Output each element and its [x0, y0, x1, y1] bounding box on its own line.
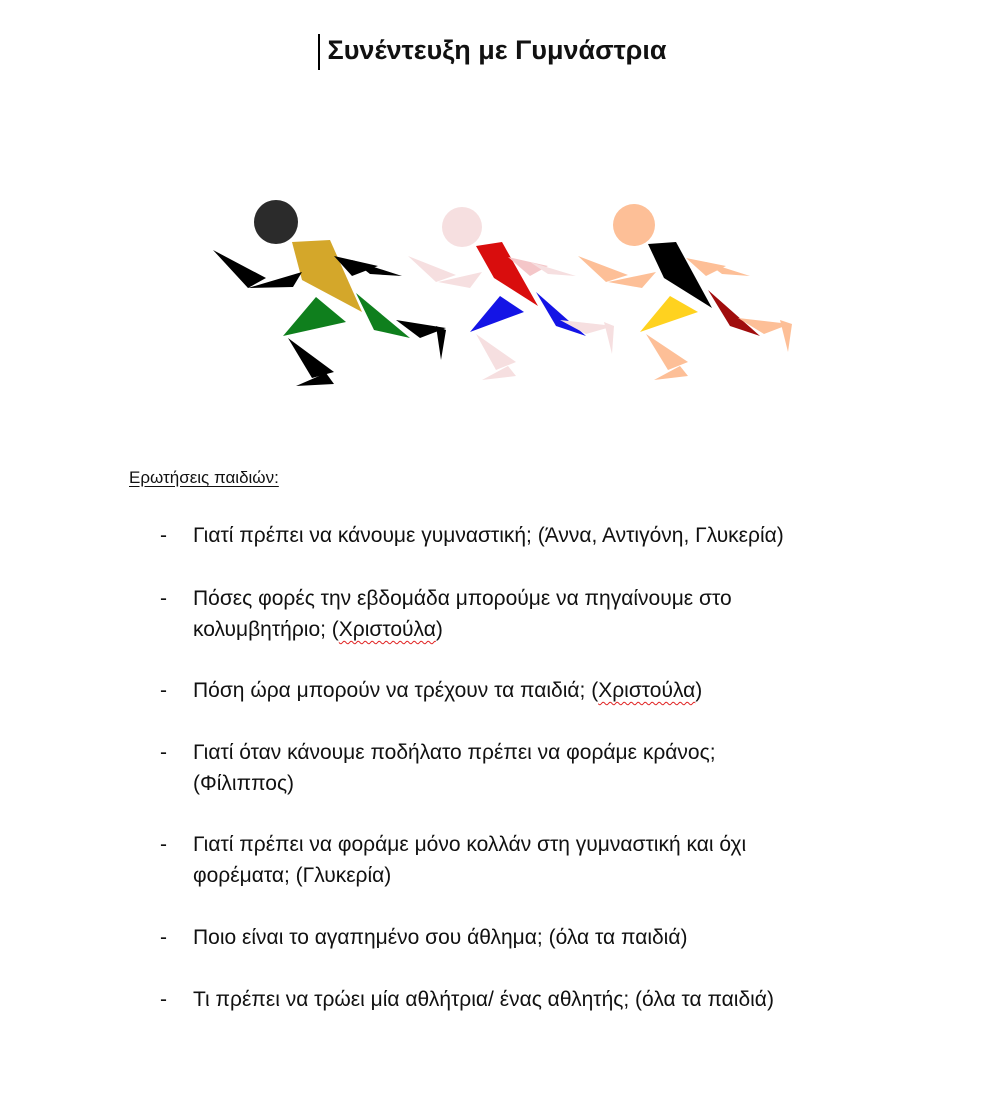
runner-2-back-arm [408, 256, 456, 282]
question-text [193, 675, 880, 706]
text-cursor [318, 34, 320, 70]
runner-3-back-arm [578, 256, 628, 282]
runner-3-back-leg [646, 334, 688, 370]
question-item [160, 829, 880, 891]
runner-1-shorts-front [356, 293, 410, 338]
bullet: - [160, 679, 167, 702]
question-item [160, 520, 880, 551]
question-text: Γιατί όταν κάνουμε ποδήλατο πρέπει να φοράμε κράνος; [193, 741, 716, 764]
runner-1-front-foot [436, 326, 446, 360]
bullet: - [160, 988, 167, 1011]
runner-3-head [613, 204, 655, 246]
spellcheck-flagged-word[interactable]: Χριστούλα [338, 618, 436, 641]
runner-1-shorts-back [283, 297, 346, 336]
question-text-continued: φορέματα; (Γλυκερία) [193, 864, 392, 887]
question-text: Γιατί πρέπει να κάνουμε γυμναστική; (Άννα, Αντιγόνη, Γλυκερία) [193, 524, 784, 547]
runner-2 [408, 207, 614, 380]
runner-1 [213, 200, 446, 386]
bullet: - [160, 587, 167, 610]
question-text-part: κολυμβητήριο; ( [193, 618, 339, 641]
question-text: Τι πρέπει να τρώει μία αθλήτρια/ ένας αθλητής; (όλα τα παιδιά) [193, 988, 774, 1011]
runner-2-front-foot [604, 322, 614, 354]
question-text: Ποιο είναι το αγαπημένο σου άθλημα; (όλα τα παιδιά) [193, 926, 688, 949]
three-running-figures-illustration [200, 190, 820, 400]
question-text: Γιατί πρέπει να φοράμε μόνο κολλάν στη γυμναστική και όχι [193, 833, 747, 856]
runner-2-shorts-back [470, 296, 524, 332]
runner-1-back-arm [213, 250, 266, 288]
question-item [160, 922, 880, 953]
runner-3-shorts-back [640, 296, 698, 332]
runner-2-head [442, 207, 482, 247]
runner-3-shorts-front [708, 290, 760, 336]
page-title: Συνέντευξη με Γυμνάστρια [327, 35, 667, 65]
bullet: - [160, 833, 167, 856]
question-text-part: Πόση ώρα μπορούν να τρέχουν τα παιδιά; ( [193, 679, 599, 702]
bullet: - [160, 524, 167, 547]
question-item [160, 675, 880, 706]
question-text-part: ) [695, 679, 703, 702]
runner-1-back-leg [288, 338, 334, 378]
spellcheck-flagged-word[interactable]: Χριστούλα [598, 679, 696, 702]
question-item [160, 984, 880, 1015]
question-item [160, 737, 880, 799]
runner-3-torso [648, 242, 712, 308]
bullet: - [160, 741, 167, 764]
question-item [160, 583, 880, 645]
runner-2-back-leg [476, 334, 516, 370]
runner-3 [578, 204, 792, 380]
runner-1-head [254, 200, 298, 244]
question-text: Πόσες φορές την εβδομάδα μπορούμε να πηγαίνουμε στο [193, 587, 732, 610]
bullet: - [160, 926, 167, 949]
question-text-continued: (Φίλιππος) [193, 772, 295, 795]
runner-1-torso [292, 240, 362, 312]
question-text-part: ) [435, 618, 443, 641]
question-text-continued [193, 614, 880, 645]
section-heading: Ερωτήσεις παιδιών: [129, 468, 279, 487]
runner-3-front-foot [780, 320, 792, 352]
